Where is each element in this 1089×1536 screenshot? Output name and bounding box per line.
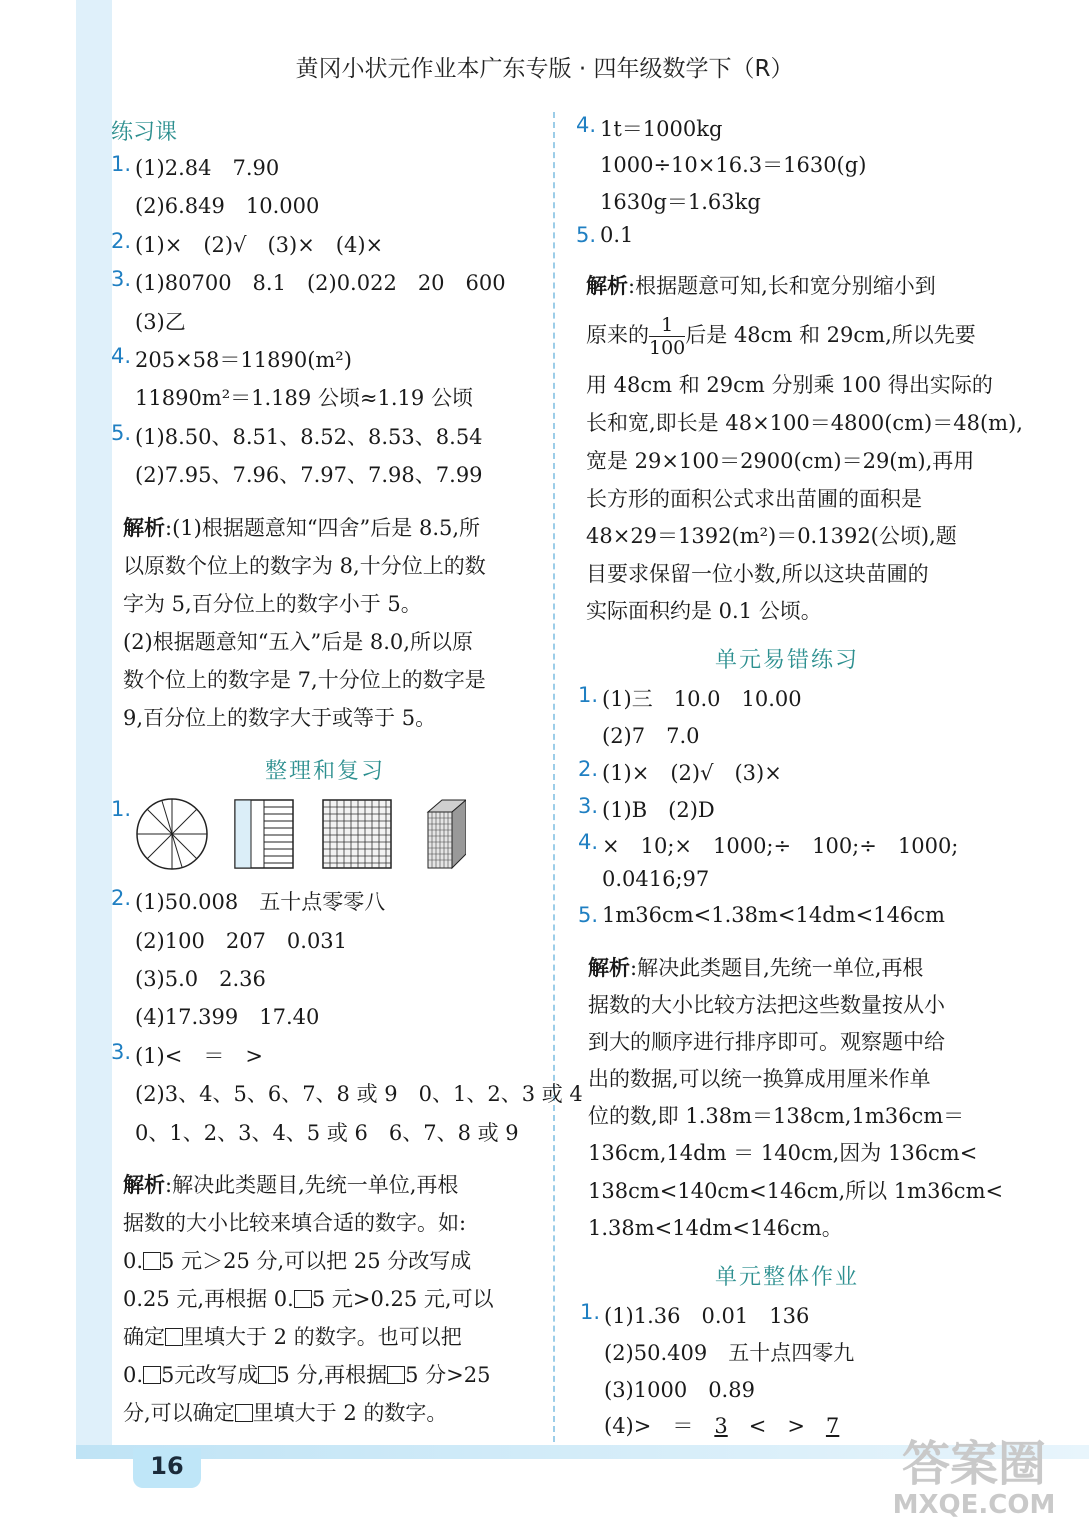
q-number: 1. bbox=[580, 1300, 601, 1324]
analysis-line: 136cm,14dm ＝ 140cm,因为 136cm< bbox=[588, 1141, 978, 1165]
bar-strip-icon bbox=[235, 800, 293, 868]
q-number: 3. bbox=[111, 267, 132, 291]
q-number: 3. bbox=[578, 794, 599, 818]
answer-line: (1)B (2)D bbox=[602, 798, 715, 822]
analysis-line: 长和宽,即长是 48×100＝4800(cm)＝48(m), bbox=[586, 411, 1023, 435]
blank-box bbox=[165, 1328, 183, 1346]
analysis-line: (2)根据题意知“五入”后是 8.0,所以原 bbox=[123, 630, 473, 654]
analysis-line: 9,百分位上的数字大于或等于 5。 bbox=[123, 706, 437, 730]
analysis-line: 1.38m<14dm<146cm。 bbox=[588, 1216, 843, 1240]
blank-box bbox=[143, 1366, 161, 1384]
watermark-logo: 答案圈 MXQE.COM bbox=[892, 1436, 1056, 1520]
unit-error-title: 单元易错练习 bbox=[715, 648, 860, 673]
analysis-line: 解析:(1)根据题意知“四舍”后是 8.5,所 bbox=[123, 516, 481, 540]
analysis-line: 分,可以确定 里填大于 2 的数字。 bbox=[123, 1401, 448, 1425]
q-number: 5. bbox=[111, 421, 132, 445]
answer-line: (2)100 207 0.031 bbox=[135, 929, 348, 953]
answer-line: 0、1、2、3、4、5 或 6 6、7、8 或 9 bbox=[135, 1121, 519, 1145]
answer-line: (1)2.84 7.90 bbox=[135, 156, 280, 180]
q-number: 1. bbox=[578, 683, 599, 707]
answer-line: × 10;× 1000;÷ 100;÷ 1000; bbox=[602, 834, 959, 858]
analysis-line: 目要求保留一位小数,所以这块苗圃的 bbox=[586, 562, 929, 586]
practice-title: 练习课 bbox=[111, 120, 178, 145]
answer-line: 1630g＝1.63kg bbox=[600, 190, 761, 214]
answer-line: 1000÷10×16.3＝1630(g) bbox=[600, 153, 867, 177]
analysis-line: 位的数,即 1.38m＝138cm,1m36cm＝ bbox=[588, 1104, 965, 1128]
blank-box bbox=[235, 1404, 253, 1422]
blank-box bbox=[387, 1366, 405, 1384]
analysis-line: 解析:根据题意可知,长和宽分别缩小到 bbox=[586, 274, 936, 298]
answer-line: (2)6.849 10.000 bbox=[135, 194, 320, 218]
left-margin-bar bbox=[76, 0, 112, 1445]
answer-line: (1)1.36 0.01 136 bbox=[604, 1304, 810, 1328]
answer-line: (1)三 10.0 10.00 bbox=[602, 687, 802, 711]
blank-box bbox=[294, 1290, 312, 1308]
answer-line: (2)7.95、7.96、7.97、7.98、7.99 bbox=[135, 463, 483, 487]
answer-line: (1)< ＝ > bbox=[135, 1044, 263, 1068]
analysis-line: 138cm<140cm<146cm,所以 1m36cm< bbox=[588, 1179, 1004, 1203]
answer-line: 1t＝1000kg bbox=[600, 117, 723, 141]
answer-line: (2)3、4、5、6、7、8 或 9 0、1、2、3 或 4 bbox=[135, 1082, 583, 1106]
grid-square-icon bbox=[323, 800, 391, 868]
answer-line: (1)× (2)√ (3)× (4)× bbox=[135, 233, 384, 257]
analysis-line: 0. 5 元＞25 分,可以把 25 分改写成 bbox=[123, 1249, 472, 1273]
analysis-line: 解析:解决此类题目,先统一单位,再根 bbox=[588, 956, 924, 980]
analysis-line: 原来的 $\frac{1}{100}$ 后是 48cm 和 29cm,所以先要 bbox=[586, 314, 976, 359]
q-number: 5. bbox=[576, 223, 597, 247]
answer-line: (3)1000 0.89 bbox=[604, 1378, 755, 1402]
blank-box bbox=[143, 1252, 161, 1270]
q-number: 4. bbox=[111, 344, 132, 368]
answer-line: 0.1 bbox=[600, 223, 634, 247]
answer-line: (1)80700 8.1 (2)0.022 20 600 bbox=[135, 271, 506, 295]
analysis-line: 长方形的面积公式求出苗圃的面积是 bbox=[586, 487, 922, 511]
analysis-line: 宽是 29×100＝2900(cm)＝29(m),再用 bbox=[586, 449, 975, 473]
q-number: 2. bbox=[111, 229, 132, 253]
analysis-line: 据数的大小比较来填合适的数字。如: bbox=[123, 1211, 467, 1235]
analysis-line: 0. 5元改写成 5 分,再根据 5 分>25 bbox=[123, 1363, 491, 1387]
circle-pie-icon bbox=[137, 799, 207, 869]
answer-line: 11890m²＝1.189 公顷≈1.19 公顷 bbox=[135, 386, 473, 410]
analysis-line: 字为 5,百分位上的数字小于 5。 bbox=[123, 592, 422, 616]
q-number: 2. bbox=[111, 886, 132, 910]
cube-icon bbox=[428, 800, 466, 868]
analysis-line: 解析:解决此类题目,先统一单位,再根 bbox=[123, 1173, 459, 1197]
q-number: 4. bbox=[576, 113, 597, 137]
review-title: 整理和复习 bbox=[265, 759, 386, 784]
answer-line: (3)乙 bbox=[135, 310, 186, 334]
q-number: 3. bbox=[111, 1040, 132, 1064]
answer-line: (4)17.399 17.40 bbox=[135, 1005, 320, 1029]
analysis-line: 用 48cm 和 29cm 分别乘 100 得出实际的 bbox=[586, 373, 993, 397]
analysis-line: 确定 里填大于 2 的数字。也可以把 bbox=[123, 1325, 462, 1349]
analysis-line: 出的数据,可以统一换算成用厘米作单 bbox=[588, 1067, 931, 1091]
page-number: 16 bbox=[133, 1448, 201, 1488]
answer-line: (1)50.008 五十点零零八 bbox=[135, 890, 386, 914]
answer-line: (3)5.0 2.36 bbox=[135, 967, 266, 991]
column-divider bbox=[553, 112, 555, 1442]
answer-line: 0.0416;97 bbox=[602, 867, 710, 891]
answer-line: (1)× (2)√ (3)× bbox=[602, 761, 782, 785]
analysis-line: 实际面积约是 0.1 公顷。 bbox=[586, 599, 822, 623]
shapes-figure bbox=[136, 798, 466, 870]
page-header: 黄冈小状元作业本广东专版 · 四年级数学下（R） bbox=[295, 56, 794, 82]
fraction: $\frac{1}{100}$ bbox=[649, 314, 686, 359]
q-number: 1. bbox=[111, 797, 132, 821]
analysis-line: 据数的大小比较方法把这些数量按从小 bbox=[588, 993, 945, 1017]
answer-line: (1)8.50、8.51、8.52、8.53、8.54 bbox=[135, 425, 483, 449]
answer-line: 205×58＝11890(m²) bbox=[135, 348, 352, 372]
q-number: 1. bbox=[111, 152, 132, 176]
answer-line: (2)7 7.0 bbox=[602, 724, 700, 748]
q-number: 4. bbox=[578, 830, 599, 854]
analysis-line: 48×29＝1392(m²)＝0.1392(公顷),题 bbox=[586, 524, 957, 548]
answer-line: (2)50.409 五十点四零九 bbox=[604, 1341, 855, 1365]
unit-whole-title: 单元整体作业 bbox=[715, 1265, 860, 1290]
analysis-line: 以原数个位上的数字为 8,十分位上的数 bbox=[123, 554, 486, 578]
analysis-line: 到大的顺序进行排序即可。观察题中给 bbox=[588, 1030, 945, 1054]
analysis-line: 数个位上的数字是 7,十分位上的数字是 bbox=[123, 668, 486, 692]
blank-box bbox=[258, 1366, 276, 1384]
answer-line: 1m36cm<1.38m<14dm<146cm bbox=[602, 903, 945, 927]
q-number: 2. bbox=[578, 757, 599, 781]
answer-line: (4)> ＝ 3 < > 7 bbox=[604, 1414, 840, 1438]
q-number: 5. bbox=[578, 903, 599, 927]
analysis-line: 0.25 元,再根据 0. 5 元>0.25 元,可以 bbox=[123, 1287, 494, 1311]
